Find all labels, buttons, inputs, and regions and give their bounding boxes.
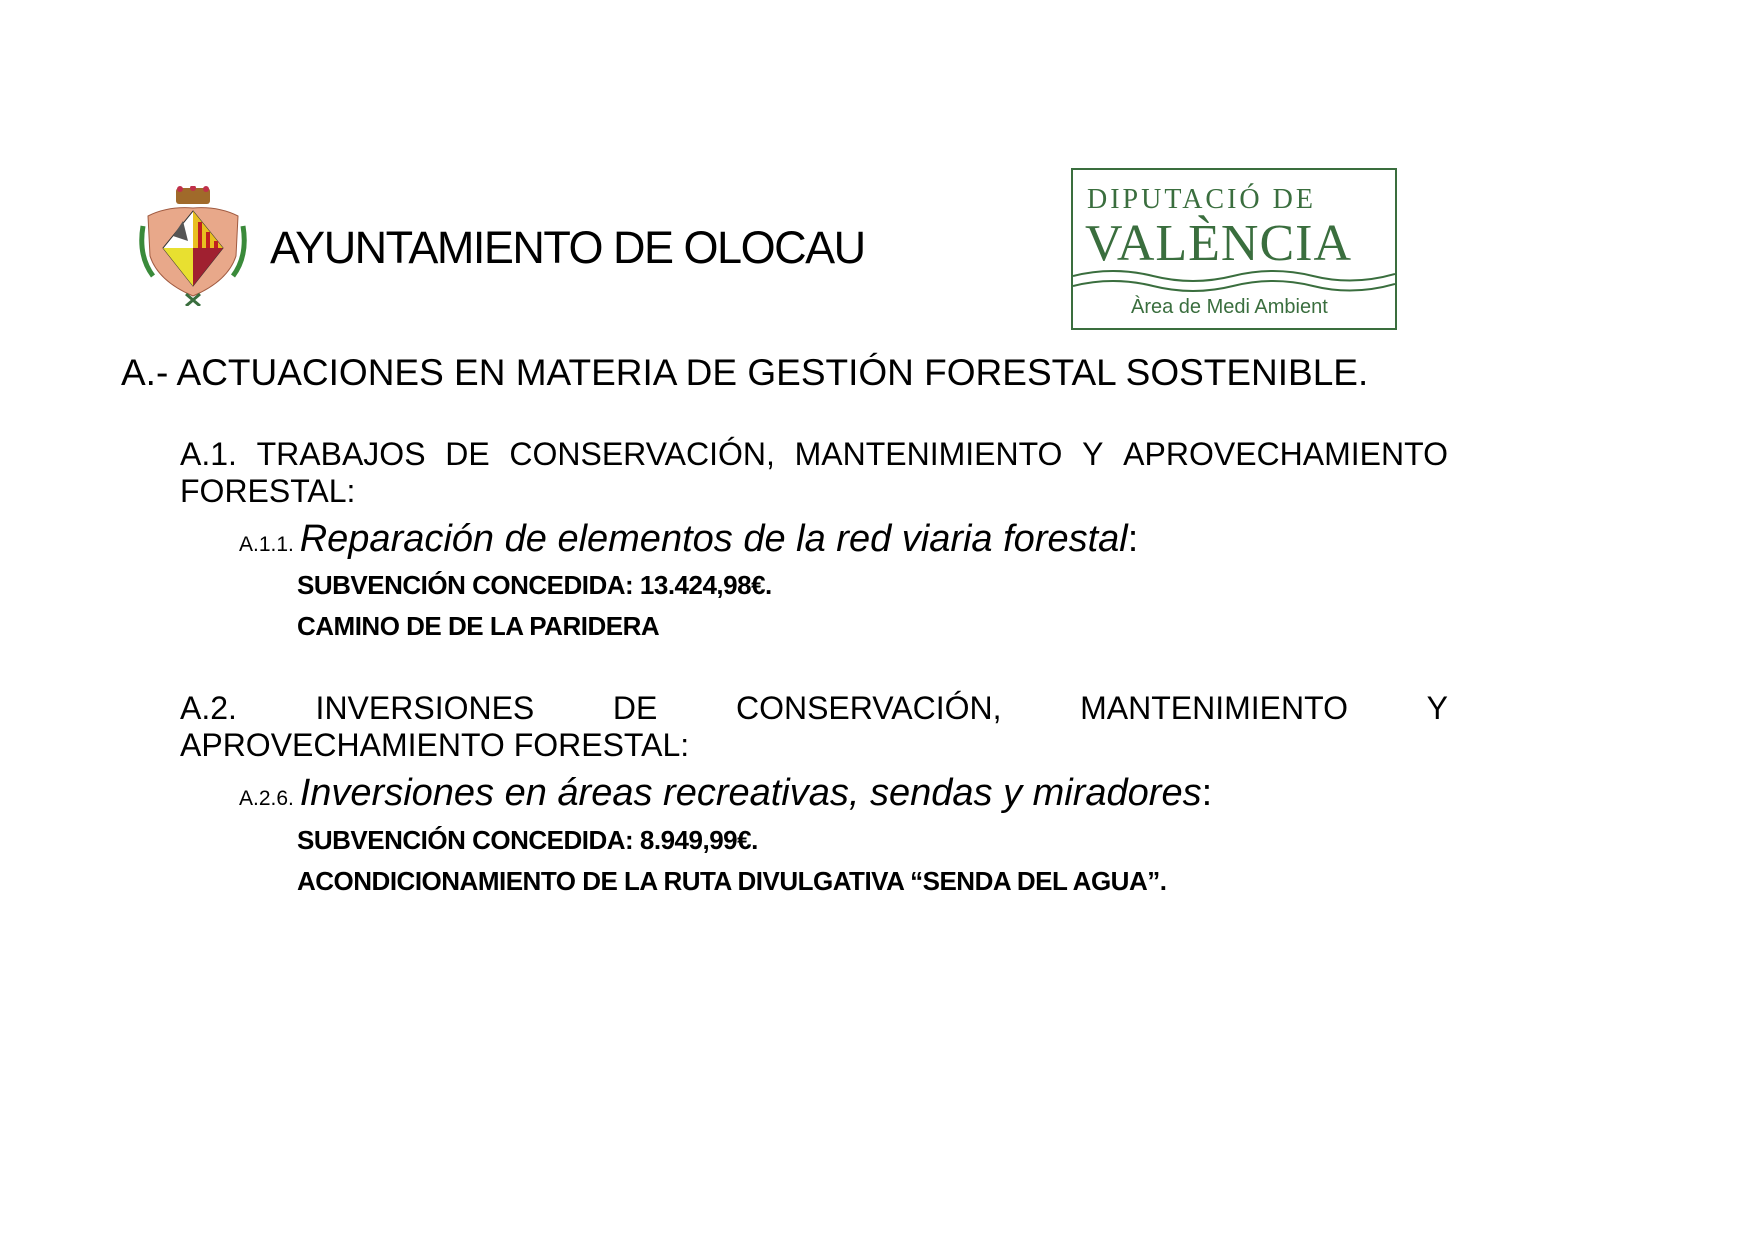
heading-word: DE (612, 690, 658, 726)
logo-line-2: VALÈNCIA (1085, 215, 1353, 272)
heading-word: CONSERVACIÓN, (735, 690, 1002, 726)
project-name: CAMINO DE DE LA PARIDERA (297, 611, 660, 641)
sub-code: A.2.6. (239, 787, 294, 810)
sub-code: A.1.1. (239, 533, 294, 556)
heading-word: MANTENIMIENTO (1080, 690, 1348, 726)
heading-word: CONSERVACIÓN, (509, 436, 775, 472)
heading-continuation: FORESTAL: (180, 473, 356, 509)
heading-word: DE (445, 436, 490, 472)
diputacio-valencia-logo (1071, 168, 1397, 330)
heading-word: A.1. (180, 436, 237, 472)
sub-title: Inversiones en áreas recreativas, sendas y miradores (299, 772, 1202, 814)
item-a2-heading (180, 690, 1448, 764)
item-a26-subheading: A.2.6. Inversiones en áreas recreativas, sendas y miradores: (239, 772, 1213, 814)
heading-word: Y (1082, 436, 1104, 472)
heading-continuation: APROVECHAMIENTO FORESTAL: (180, 727, 690, 763)
heading-word: APROVECHAMIENTO (1123, 436, 1448, 472)
logo-line-1: DIPUTACIÓ DE (1087, 184, 1316, 215)
heading-word: A.2. (180, 690, 237, 726)
section-title: A.- ACTUACIONES EN MATERIA DE GESTIÓN FORESTAL SOSTENIBLE. (121, 352, 1369, 393)
grant-amount: SUBVENCIÓN CONCEDIDA: 8.949,99€. (297, 825, 758, 855)
project-name: ACONDICIONAMIENTO DE LA RUTA DIVULGATIVA “SENDA DEL AGUA”. (297, 866, 1167, 896)
heading-word: MANTENIMIENTO (794, 436, 1063, 472)
logo-line-3: Àrea de Medi Ambient (1131, 296, 1328, 318)
sub-title: Reparación de elementos de la red viaria forestal (299, 518, 1128, 560)
wave-icon (1073, 266, 1395, 292)
heading-word: INVERSIONES (315, 690, 535, 726)
grant-amount: SUBVENCIÓN CONCEDIDA: 13.424,98€. (297, 570, 772, 600)
olocau-coat-of-arms-icon (138, 186, 248, 306)
heading-word: Y (1426, 690, 1448, 726)
heading-word: TRABAJOS (256, 436, 426, 472)
item-a1-heading (180, 436, 1448, 510)
item-a11-subheading: A.1.1. Reparación de elementos de la red viaria forestal: (239, 518, 1139, 560)
municipality-title: AYUNTAMIENTO DE OLOCAU (270, 222, 865, 273)
